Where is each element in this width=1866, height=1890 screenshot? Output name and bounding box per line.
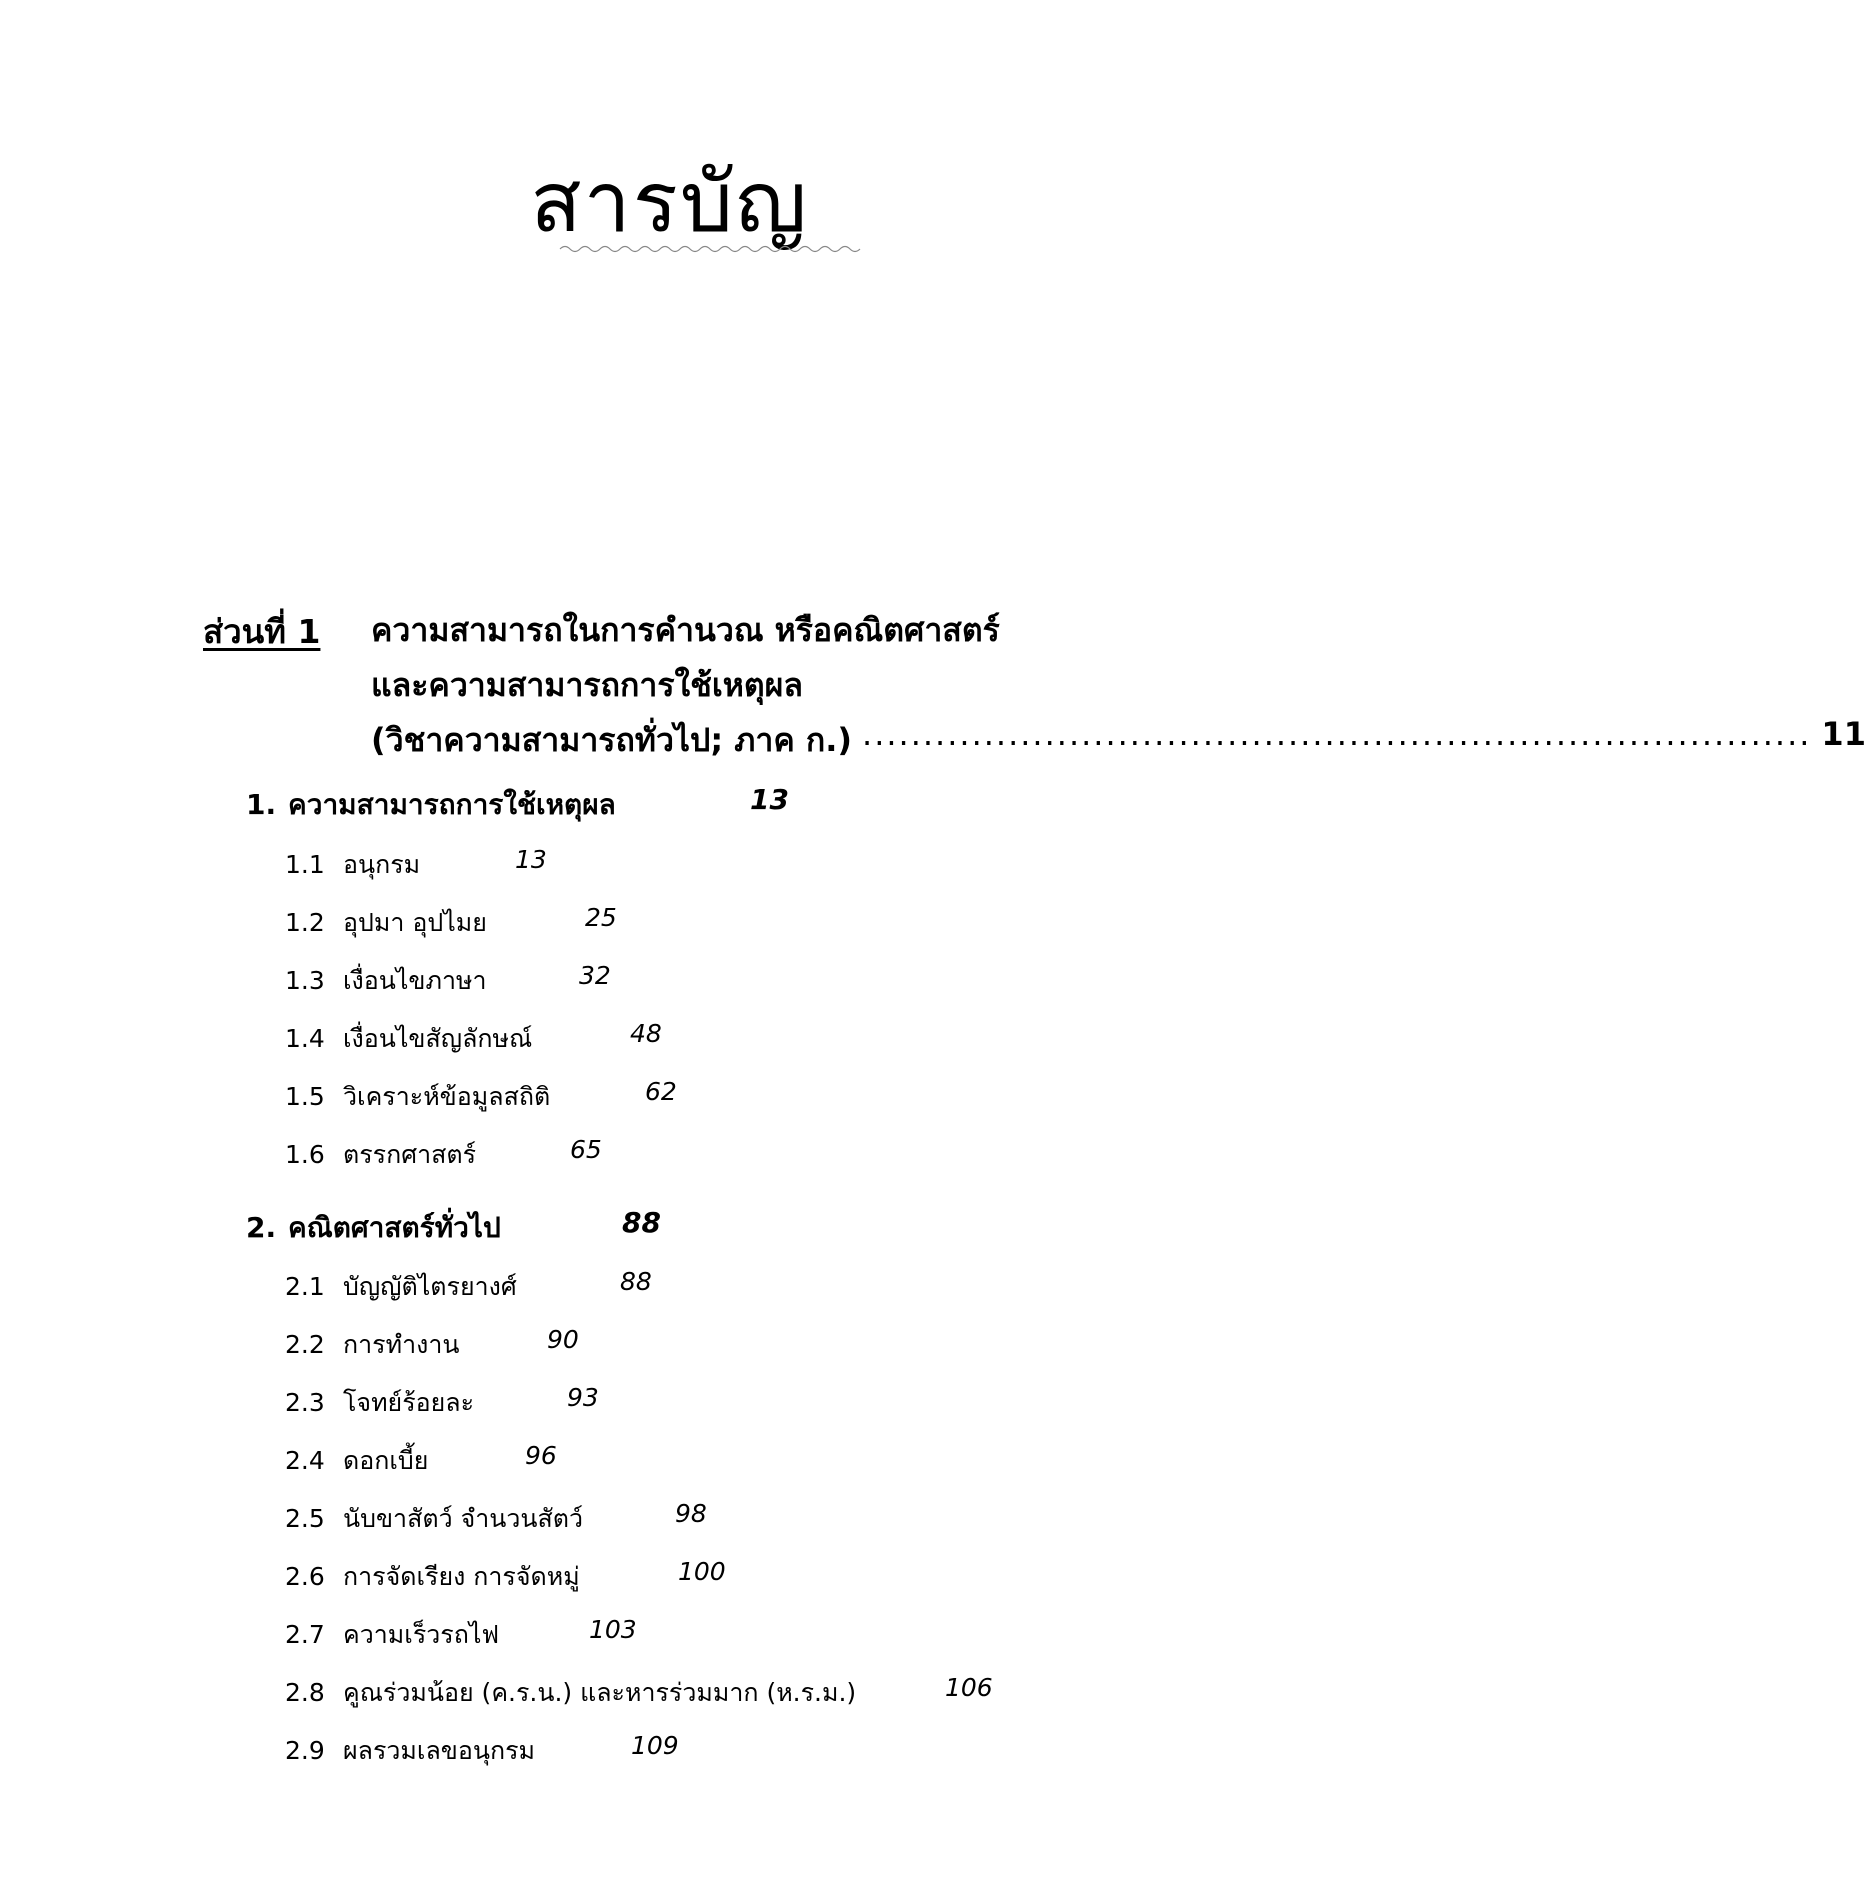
part-title-line-1: ความสามารถในการคำนวณ หรือคณิตศาสตร์: [371, 611, 1000, 649]
item-number: 2.9: [285, 1736, 325, 1765]
page-title: สารบัญ: [530, 153, 809, 251]
item-number: 1.4: [285, 1024, 325, 1053]
item-page-number: 93: [567, 1383, 599, 1412]
item-number: 1.3: [285, 966, 325, 995]
item-title: เงื่อนไขสัญลักษณ์: [343, 1024, 533, 1053]
item-title: โจทย์ร้อยละ: [343, 1388, 475, 1417]
item-title: ดอกเบี้ย: [343, 1446, 429, 1475]
toc-item[interactable]: [285, 845, 547, 885]
toc-item[interactable]: [285, 1135, 602, 1175]
title-wave-underline: [560, 243, 860, 255]
toc-item[interactable]: [285, 961, 611, 1001]
section-title: ความสามารถการใช้เหตุผล: [288, 788, 616, 821]
item-page-number: 65: [570, 1135, 602, 1164]
item-number: 2.5: [285, 1504, 325, 1533]
part-title-line-2: และความสามารถการใช้เหตุผล: [371, 666, 804, 704]
item-title: ผลรวมเลขอนุกรม: [343, 1736, 536, 1765]
item-page-number: 88: [620, 1267, 652, 1296]
item-page-number: 109: [631, 1731, 679, 1760]
item-number: 2.2: [285, 1330, 325, 1359]
item-number: 1.6: [285, 1140, 325, 1169]
item-title: อนุกรม: [343, 850, 421, 879]
item-page-number: 98: [675, 1499, 707, 1528]
toc-item[interactable]: [285, 1325, 579, 1365]
dot-leader: ..............................................................................: [862, 715, 1812, 753]
toc-section-1[interactable]: [246, 783, 789, 827]
item-page-number: 106: [945, 1673, 993, 1702]
item-title: เงื่อนไขภาษา: [343, 966, 487, 995]
part-label: ส่วนที่ 1: [203, 612, 321, 651]
section-number: 2.: [246, 1211, 277, 1244]
item-number: 2.4: [285, 1446, 325, 1475]
item-page-number: 96: [525, 1441, 557, 1470]
toc-item[interactable]: [285, 1499, 707, 1539]
item-number: 2.6: [285, 1562, 325, 1591]
item-page-number: 13: [515, 845, 547, 874]
section-title: คณิตศาสตร์ทั่วไป: [288, 1211, 501, 1244]
section-page-number: 13: [750, 783, 789, 816]
item-number: 1.5: [285, 1082, 325, 1111]
item-page-number: 103: [589, 1615, 637, 1644]
toc-item[interactable]: [285, 1673, 993, 1713]
toc-item[interactable]: [285, 1383, 599, 1423]
item-number: 1.1: [285, 850, 325, 879]
item-title: การทำงาน: [343, 1330, 460, 1359]
item-title: การจัดเรียง การจัดหมู่: [343, 1562, 580, 1591]
toc-item[interactable]: [285, 1019, 662, 1059]
item-number: 1.2: [285, 908, 325, 937]
item-page-number: 25: [585, 903, 617, 932]
part-page-number: 11: [1821, 715, 1866, 753]
section-page-number: 88: [622, 1206, 661, 1239]
item-title: วิเคราะห์ข้อมูลสถิติ: [343, 1082, 551, 1111]
item-title: บัญญัติไตรยางศ์: [343, 1272, 517, 1301]
item-number: 2.8: [285, 1678, 325, 1707]
item-page-number: 32: [579, 961, 611, 990]
toc-item[interactable]: [285, 1077, 677, 1117]
item-number: 2.3: [285, 1388, 325, 1417]
part-title-line-3: [371, 715, 1866, 766]
toc-item[interactable]: [285, 1267, 652, 1307]
item-page-number: 62: [645, 1077, 677, 1106]
item-title: นับขาสัตว์ จำนวนสัตว์: [343, 1504, 584, 1533]
toc-item[interactable]: [285, 1441, 557, 1481]
toc-section-2[interactable]: [246, 1206, 661, 1250]
item-page-number: 100: [678, 1557, 726, 1586]
toc-item[interactable]: [285, 1557, 726, 1597]
item-number: 2.7: [285, 1620, 325, 1649]
toc-item[interactable]: [285, 903, 617, 943]
toc-item[interactable]: [285, 1731, 679, 1771]
item-title: คูณร่วมน้อย (ค.ร.น.) และหารร่วมมาก (ห.ร.ม.): [343, 1678, 857, 1707]
section-number: 1.: [246, 788, 277, 821]
item-title: ตรรกศาสตร์: [343, 1140, 477, 1169]
item-title: ความเร็วรถไฟ: [343, 1620, 500, 1649]
item-page-number: 90: [547, 1325, 579, 1354]
item-title: อุปมา อุปไมย: [343, 908, 487, 937]
item-number: 2.1: [285, 1272, 325, 1301]
part-title-line-3-text: (วิชาความสามารถทั่วไป; ภาค ก.): [371, 721, 853, 759]
toc-item[interactable]: [285, 1615, 637, 1655]
item-page-number: 48: [630, 1019, 662, 1048]
